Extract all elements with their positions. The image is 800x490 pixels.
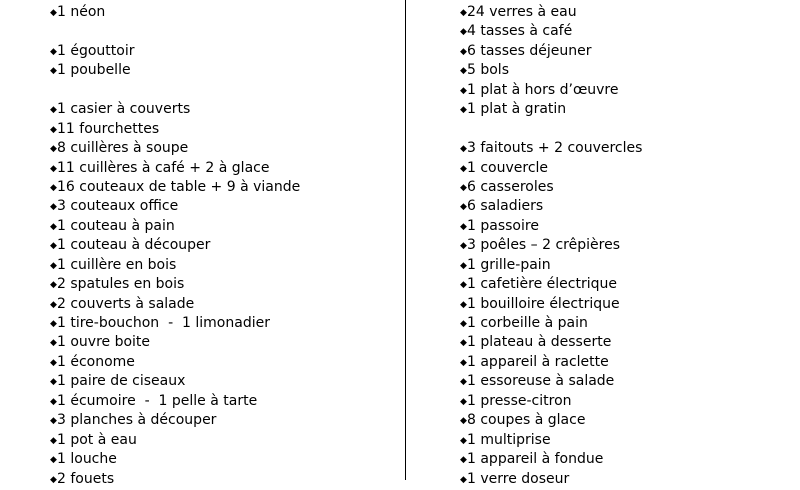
inventory-item-text: 1 verre doseur — [467, 470, 570, 487]
inventory-item — [460, 236, 642, 255]
diamond-bullet-icon: ◆ — [50, 46, 57, 57]
inventory-item-text: 1 cuillère en bois — [57, 256, 177, 273]
inventory-item-text: 1 louche — [57, 451, 117, 468]
inventory-item-text: 5 bols — [467, 62, 509, 79]
diamond-bullet-icon: ◆ — [50, 377, 57, 388]
inventory-item-text: 1 couvercle — [467, 159, 549, 176]
diamond-bullet-icon: ◆ — [50, 241, 57, 252]
diamond-bullet-icon: ◆ — [50, 455, 57, 466]
diamond-bullet-icon: ◆ — [50, 319, 57, 329]
inventory-item — [50, 372, 300, 391]
diamond-bullet-icon: ◆ — [460, 280, 467, 291]
inventory-item — [50, 256, 300, 275]
inventory-item-text: 3 couteaux office — [57, 198, 179, 215]
diamond-bullet-icon: ◆ — [50, 66, 57, 77]
diamond-bullet-icon: ◆ — [460, 474, 467, 485]
diamond-bullet-icon: ◆ — [460, 260, 467, 271]
diamond-bullet-icon: ◆ — [460, 163, 467, 174]
inventory-item-text: 6 casseroles — [467, 178, 554, 195]
diamond-bullet-icon: ◆ — [50, 299, 57, 310]
diamond-bullet-icon: ◆ — [50, 8, 57, 18]
inventory-item-text: 3 planches à découper — [57, 412, 217, 429]
inventory-item — [460, 256, 642, 275]
inventory-item — [460, 295, 642, 314]
inventory-item-text: 1 cafetière électrique — [467, 276, 618, 293]
diamond-bullet-icon: ◆ — [460, 182, 467, 193]
inventory-item-text: 8 cuillères à soupe — [57, 140, 189, 157]
inventory-item — [50, 450, 300, 469]
inventory-item-text: 2 spatules en bois — [57, 276, 185, 293]
right-inventory-column — [460, 3, 642, 489]
inventory-item-text: 1 couteau à découper — [57, 237, 211, 254]
blank-line — [460, 120, 642, 139]
inventory-item-text: 16 couteaux de table + 9 à viande — [57, 178, 301, 195]
inventory-item — [460, 61, 642, 80]
inventory-item — [50, 295, 300, 314]
inventory-item — [50, 217, 300, 236]
diamond-bullet-icon: ◆ — [50, 202, 57, 213]
inventory-item — [50, 431, 300, 450]
diamond-bullet-icon: ◆ — [50, 435, 57, 446]
diamond-bullet-icon: ◆ — [460, 27, 467, 38]
blank-line — [50, 81, 300, 100]
inventory-item — [460, 450, 642, 469]
inventory-item — [460, 81, 642, 100]
inventory-item — [50, 42, 300, 61]
inventory-item — [50, 61, 300, 80]
inventory-item — [460, 431, 642, 450]
inventory-item — [460, 197, 642, 216]
diamond-bullet-icon: ◆ — [460, 416, 467, 427]
inventory-item-text: 1 paire de ciseaux — [57, 373, 186, 390]
inventory-item-text: 1 égouttoir — [57, 42, 135, 59]
inventory-item-text: 1 essoreuse à salade — [467, 373, 615, 390]
inventory-item — [460, 470, 642, 489]
inventory-item — [50, 236, 300, 255]
inventory-item-text: 8 coupes à glace — [467, 412, 586, 429]
diamond-bullet-icon: ◆ — [460, 8, 467, 18]
diamond-bullet-icon: ◆ — [50, 416, 57, 427]
inventory-item — [50, 197, 300, 216]
inventory-item-text: 1 ouvre boite — [57, 334, 151, 351]
inventory-item — [460, 178, 642, 197]
diamond-bullet-icon: ◆ — [460, 396, 467, 407]
diamond-bullet-icon: ◆ — [50, 163, 57, 174]
blank-line — [50, 22, 300, 41]
inventory-item-text: 1 grille-pain — [467, 256, 551, 273]
inventory-item-text: 1 presse-citron — [467, 392, 572, 409]
inventory-item-text: 4 tasses à café — [467, 23, 573, 40]
inventory-item — [460, 217, 642, 236]
inventory-item-text: 1 économe — [57, 353, 135, 370]
column-divider — [405, 0, 406, 480]
inventory-item — [50, 470, 300, 489]
diamond-bullet-icon: ◆ — [460, 299, 467, 310]
inventory-item-text: 1 plat à hors d’œuvre — [467, 81, 619, 98]
inventory-item — [460, 275, 642, 294]
inventory-item-text: 1 poubelle — [57, 62, 131, 79]
diamond-bullet-icon: ◆ — [460, 202, 467, 213]
diamond-bullet-icon: ◆ — [50, 221, 57, 232]
inventory-item-text: 2 couverts à salade — [57, 295, 195, 312]
inventory-item-text: 1 passoire — [467, 217, 539, 234]
diamond-bullet-icon: ◆ — [460, 144, 467, 155]
inventory-item — [50, 139, 300, 158]
inventory-item-text: 2 fouets — [57, 470, 115, 487]
inventory-item — [50, 411, 300, 430]
left-inventory-column — [50, 3, 300, 489]
inventory-item — [460, 372, 642, 391]
inventory-item — [460, 22, 642, 41]
inventory-item — [460, 159, 642, 178]
diamond-bullet-icon: ◆ — [50, 357, 57, 368]
inventory-item — [50, 392, 300, 411]
inventory-item — [50, 159, 300, 178]
diamond-bullet-icon: ◆ — [460, 338, 467, 349]
inventory-item — [460, 353, 642, 372]
inventory-item-text: 1 couteau à pain — [57, 217, 175, 234]
inventory-item-text: 1 bouilloire électrique — [467, 295, 620, 312]
diamond-bullet-icon: ◆ — [50, 260, 57, 271]
diamond-bullet-icon: ◆ — [460, 357, 467, 368]
diamond-bullet-icon: ◆ — [460, 319, 467, 329]
inventory-item-text: 1 plateau à desserte — [467, 334, 612, 351]
inventory-item — [50, 120, 300, 139]
inventory-item-text: 1 tire-bouchon - 1 limonadier — [57, 315, 270, 331]
diamond-bullet-icon: ◆ — [50, 338, 57, 349]
diamond-bullet-icon: ◆ — [460, 241, 467, 252]
inventory-item — [50, 333, 300, 352]
diamond-bullet-icon: ◆ — [460, 105, 467, 116]
inventory-item — [50, 275, 300, 294]
diamond-bullet-icon: ◆ — [460, 221, 467, 232]
diamond-bullet-icon: ◆ — [460, 46, 467, 57]
inventory-item — [460, 42, 642, 61]
inventory-item-text: 1 pot à eau — [57, 431, 137, 448]
inventory-item-text: 1 casier à couverts — [57, 101, 191, 118]
inventory-item-text: 1 plat à gratin — [467, 101, 567, 118]
diamond-bullet-icon: ◆ — [50, 105, 57, 116]
diamond-bullet-icon: ◆ — [50, 474, 57, 485]
inventory-item — [50, 178, 300, 197]
inventory-item-text: 1 appareil à fondue — [467, 451, 604, 468]
inventory-item — [50, 3, 300, 22]
inventory-item — [50, 100, 300, 119]
inventory-item — [460, 3, 642, 22]
diamond-bullet-icon: ◆ — [50, 144, 57, 155]
inventory-item-text: 3 faitouts + 2 couvercles — [467, 140, 643, 157]
inventory-item-text: 1 appareil à raclette — [467, 353, 609, 370]
inventory-item-text: 24 verres à eau — [467, 4, 577, 20]
diamond-bullet-icon: ◆ — [460, 435, 467, 446]
diamond-bullet-icon: ◆ — [50, 396, 57, 407]
inventory-item-text: 1 corbeille à pain — [467, 315, 588, 331]
inventory-item-text: 1 écumoire - 1 pelle à tarte — [57, 392, 258, 409]
inventory-item — [460, 333, 642, 352]
inventory-item — [460, 314, 642, 333]
inventory-item — [460, 100, 642, 119]
inventory-item-text: 1 multiprise — [467, 431, 551, 448]
inventory-item-text: 6 tasses déjeuner — [467, 42, 592, 59]
diamond-bullet-icon: ◆ — [460, 85, 467, 96]
diamond-bullet-icon: ◆ — [460, 455, 467, 466]
inventory-item-text: 11 cuillères à café + 2 à glace — [57, 159, 270, 176]
diamond-bullet-icon: ◆ — [460, 66, 467, 77]
diamond-bullet-icon: ◆ — [50, 124, 57, 135]
diamond-bullet-icon: ◆ — [460, 377, 467, 388]
inventory-item — [460, 139, 642, 158]
inventory-item — [460, 411, 642, 430]
inventory-item-text: 1 néon — [57, 4, 106, 20]
diamond-bullet-icon: ◆ — [50, 280, 57, 291]
inventory-item-text: 3 poêles – 2 crêpières — [467, 237, 620, 254]
inventory-item — [50, 353, 300, 372]
inventory-item — [460, 392, 642, 411]
inventory-item-text: 11 fourchettes — [57, 120, 160, 137]
diamond-bullet-icon: ◆ — [50, 182, 57, 193]
inventory-item — [50, 314, 300, 333]
inventory-item-text: 6 saladiers — [467, 198, 544, 215]
